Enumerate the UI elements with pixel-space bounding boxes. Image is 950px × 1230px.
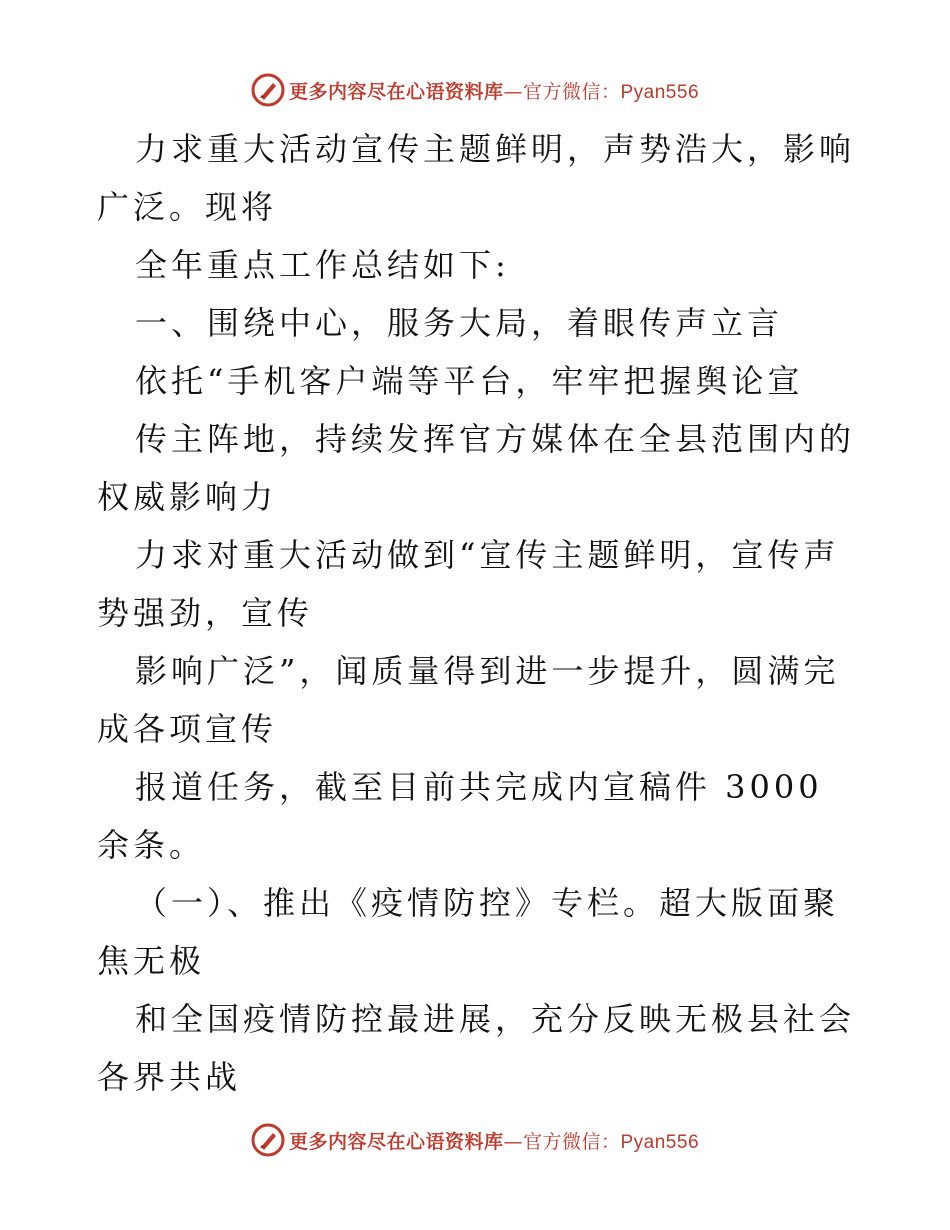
paragraph: 力求对重大活动做到“宣传主题鲜明，宣传声势强劲，宣传 <box>97 536 840 632</box>
header-separator: — <box>503 80 523 103</box>
paragraph: 依托“手机客户端等平台，牢牢把握舆论宣 <box>135 362 804 400</box>
header-sub-text: 官方微信： <box>522 80 621 103</box>
pen-logo-icon <box>251 1123 285 1157</box>
paragraph: 全年重点工作总结如下: <box>135 246 510 284</box>
footer-banner <box>0 1120 950 1160</box>
paragraph: 力求重大活动宣传主题鲜明，声势浩大，影响广泛。现将 <box>97 130 856 226</box>
footer-sub-text: 官方微信： <box>522 1130 621 1153</box>
paragraph: （一）、推出《疫情防控》专栏。超大版面聚焦无极 <box>97 884 840 980</box>
header-wechat-id: Pyan556 <box>620 81 700 103</box>
document-body <box>97 120 857 1106</box>
header-main-text: 更多内容尽在心语资料库 <box>288 80 504 103</box>
paragraph: 报道任务，截至目前共完成内宣稿件 3000 余条。 <box>97 768 823 864</box>
header-banner <box>0 70 950 110</box>
paragraph: 影响广泛”，闻质量得到进一步提升，圆满完成各项宣传 <box>97 652 840 748</box>
footer-wechat-id: Pyan556 <box>620 1131 700 1153</box>
paragraph: 和全国疫情防控最进展，充分反映无极县社会各界共战 <box>97 1000 856 1096</box>
footer-banner-text <box>289 1127 699 1154</box>
footer-separator: — <box>503 1130 523 1153</box>
paragraph: 传主阵地，持续发挥官方媒体在全县范围内的权威影响力 <box>97 420 856 516</box>
paragraph: 一、围绕中心，服务大局，着眼传声立言 <box>135 304 784 342</box>
header-banner-text <box>289 77 699 104</box>
pen-logo-icon <box>251 73 285 107</box>
footer-main-text: 更多内容尽在心语资料库 <box>288 1130 504 1153</box>
